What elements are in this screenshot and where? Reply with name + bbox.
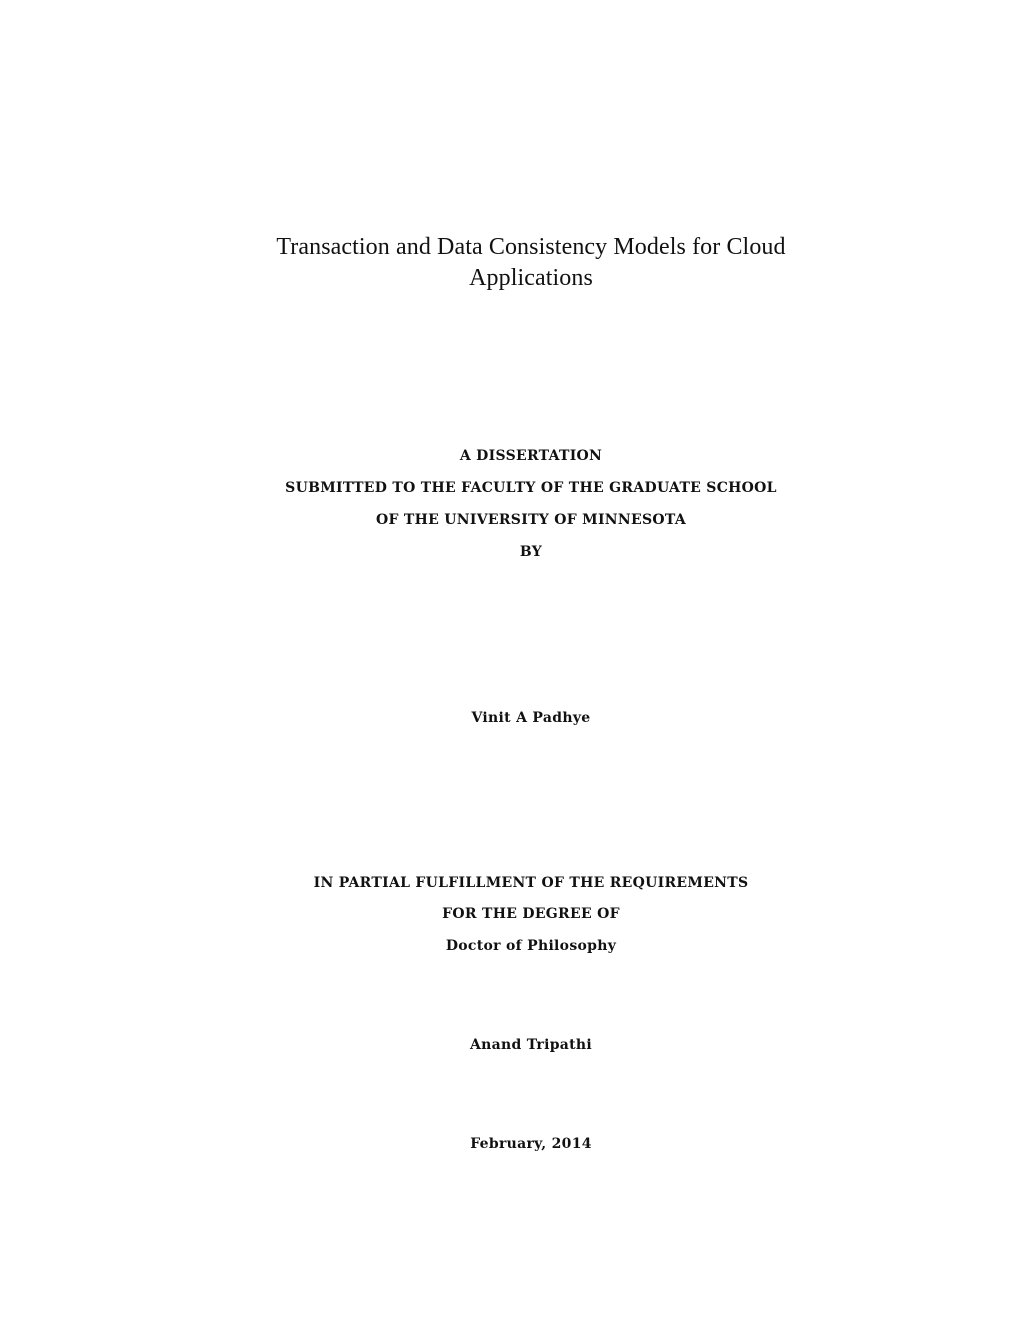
fulfillment-line-1: IN PARTIAL FULFILLMENT OF THE REQUIREMENTS — [313, 875, 749, 891]
fulfillment-line-2: FOR THE DEGREE OF — [442, 906, 620, 922]
dissertation-line-3: OF THE UNIVERSITY OF MINNESOTA — [375, 512, 686, 528]
advisor-name: Anand Tripathi — [469, 1037, 593, 1053]
title-line-2: Applications — [469, 265, 593, 291]
dissertation-line-4: BY — [519, 544, 543, 560]
submission-date: February, 2014 — [470, 1136, 592, 1152]
author-name: Vinit A Padhye — [471, 710, 591, 726]
degree-name: Doctor of Philosophy — [445, 938, 617, 954]
title-line-1: Transaction and Data Consistency Models for Cloud — [276, 234, 786, 260]
dissertation-line-2: SUBMITTED TO THE FACULTY OF THE GRADUATE SCHOOL — [285, 480, 777, 496]
dissertation-line-1: A DISSERTATION — [459, 448, 603, 464]
